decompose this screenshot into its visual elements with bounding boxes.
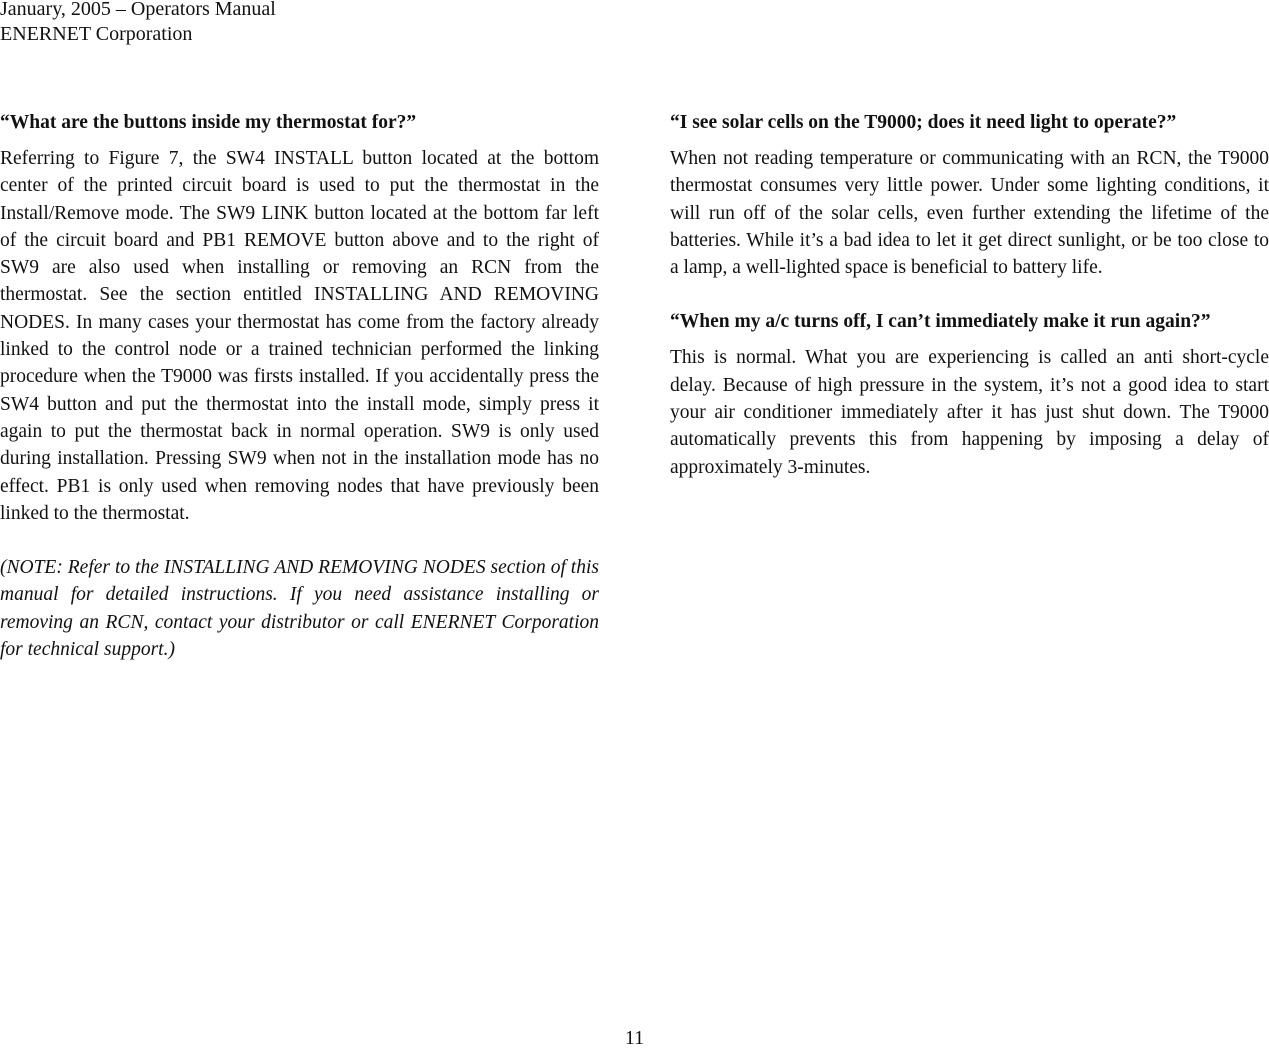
faq-answer-ac-delay: This is normal. What you are experiencing is called an anti short-cycle delay. Because of high pressure in the system, it’s not a good idea to start your air conditioner immediately after it has just shut down. The T9000 automatically prevents this from happening by imposing a delay of approximately 3-minutes. [670,347,1269,478]
page-number: 11 [624,1027,645,1049]
right-column [670,109,1269,508]
page-header [0,0,276,47]
faq-answer-solar-cells: When not reading temperature or communicating with an RCN, the T9000 thermostat consumes very little power. Under some lighting conditions, it will run off of the solar cells, even further extending the lifetime of the batteries. While it’s a bad idea to let it get direct sunlight, or be too close to a lamp, a well-lighted space is beneficial to battery life. [670,148,1269,279]
header-company-name: ENERNET Corporation [0,23,193,45]
faq-question-ac-delay: “When my a/c turns off, I can’t immediately make it run again?” [670,311,1211,333]
installation-note: (NOTE: Refer to the INSTALLING AND REMOVING NODES section of this manual for detailed instructions. If you need assistance installing or removing an RCN, contact your distributor or call ENERNET Corporation for technical support.) [0,557,599,661]
faq-question-buttons: “What are the buttons inside my thermostat for?” [0,112,417,133]
faq-answer-buttons: Referring to Figure 7, the SW4 INSTALL button located at the bottom center of the printed circuit board is used to put the thermostat in the Install/Remove mode. The SW9 LINK button located at the bottom far left of the circuit board and PB1 REMOVE button above and to the right of SW9 are also used when installing or removing an RCN from the thermostat. See the section entitled INSTALLING AND REMOVING NODES. In many cases your thermostat has come from the factory already linked to the control node or a trained technician performed the linking procedure when the T9000 was firsts installed. If you accidentally press the SW4 button and put the thermostat into the install mode, simply press it again to put the thermostat back in normal operation. SW9 is only used during installation. Pressing SW9 when not in the installation mode has no effect. PB1 is only used when removing nodes that have previously been linked to the thermostat. [0,148,599,524]
left-column [0,109,599,663]
faq-question-solar-cells: “I see solar cells on the T9000; does it need light to operate?” [670,112,1177,133]
header-manual-title: January, 2005 – Operators Manual [0,0,276,20]
